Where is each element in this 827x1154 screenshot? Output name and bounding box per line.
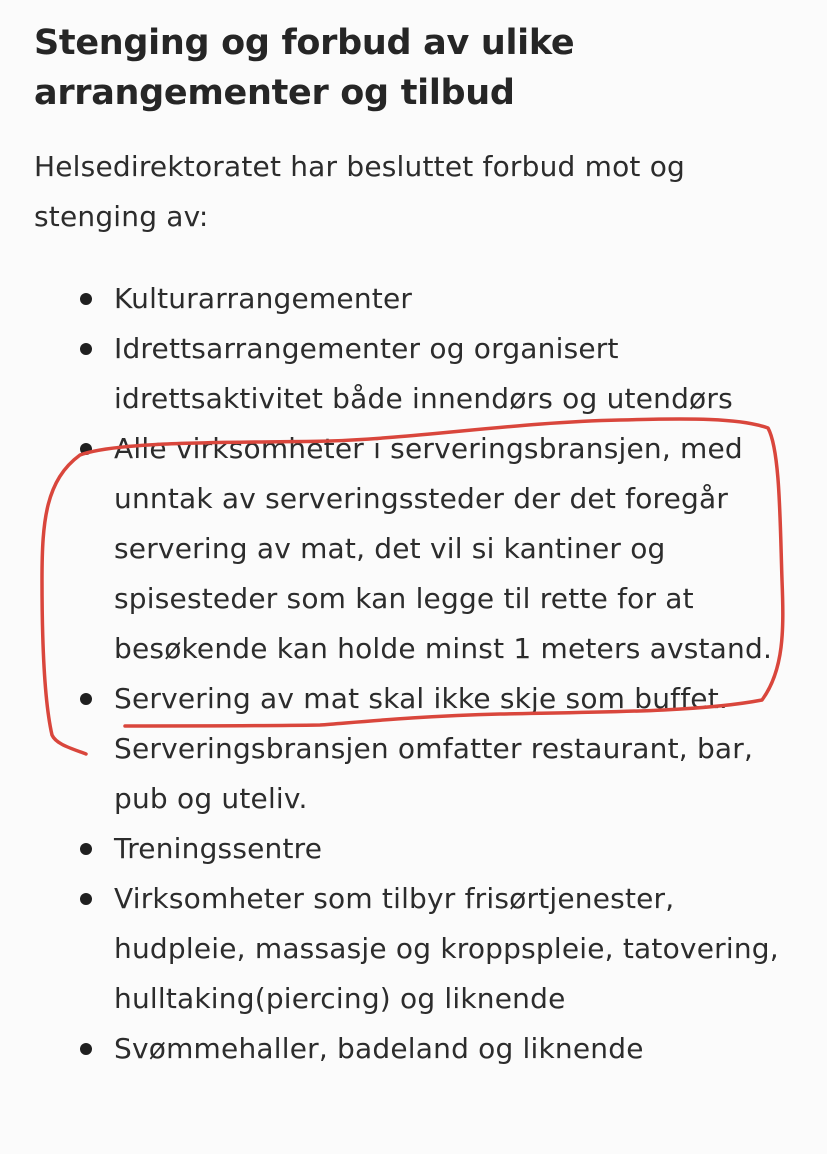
list-item <box>34 674 804 824</box>
list-item-text: Idrettsarrangementer og organisert idrettsaktivitet både innendørs og utendørs <box>114 332 733 415</box>
ban-list <box>34 274 804 1074</box>
list-item-text: Treningssentre <box>114 832 323 865</box>
list-item <box>34 324 804 424</box>
list-item <box>34 274 804 324</box>
article <box>34 18 804 1074</box>
list-item <box>34 874 804 1024</box>
list-item-text: Svømmehaller, badeland og liknende <box>114 1032 644 1065</box>
bullet-icon <box>80 893 92 905</box>
page-title: Stenging og forbud av ulike arrangementer og tilbud <box>34 23 575 113</box>
bullet-icon <box>80 1043 92 1055</box>
list-item-text: Kulturarrangementer <box>114 282 413 315</box>
bullet-icon <box>80 293 92 305</box>
list-item-text: Virksomheter som tilbyr frisørtjenester, hudpleie, massasje og kroppspleie, tatovering, hulltaking(piercing) og liknende <box>114 882 779 1015</box>
bullet-icon <box>80 843 92 855</box>
list-item <box>34 424 804 674</box>
list-item <box>34 824 804 874</box>
intro-paragraph: Helsedirektoratet har besluttet forbud mot og stenging av: <box>34 150 686 233</box>
list-item <box>34 1024 804 1074</box>
bullet-icon <box>80 693 92 705</box>
bullet-icon <box>80 443 92 455</box>
list-item-text: Servering av mat skal ikke skje som buffet. Serveringsbransjen omfatter restaurant, bar, pub og uteliv. <box>114 682 754 815</box>
bullet-icon <box>80 343 92 355</box>
list-item-text: Alle virksomheter i serveringsbransjen, med unntak av serveringssteder der det foregår servering av mat, det vil si kantiner og spisesteder som kan legge til rette for at besøkende kan holde minst 1 meters avstand. <box>114 432 773 665</box>
